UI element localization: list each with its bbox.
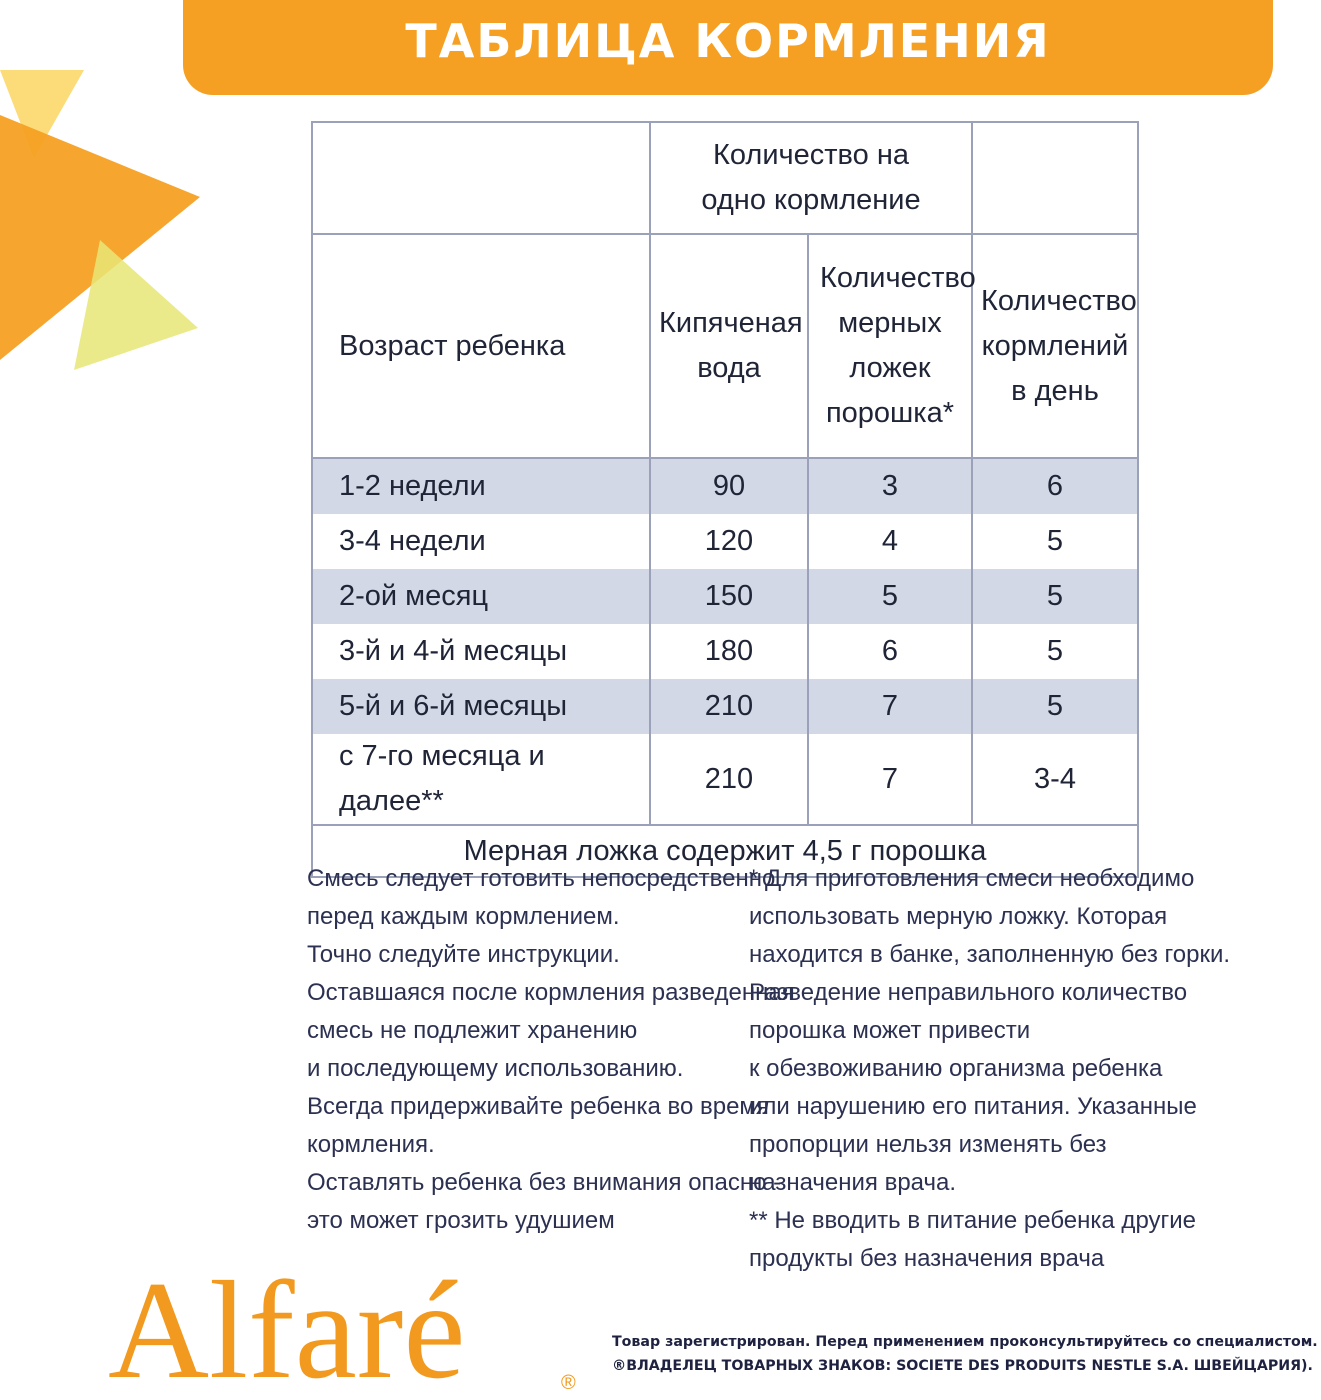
cell-age: 3-й и 4-й месяцы xyxy=(312,624,650,679)
cell-feeds: 5 xyxy=(972,624,1138,679)
cell-age: 1-2 недели xyxy=(312,458,650,514)
table-row xyxy=(312,624,1138,679)
note-line: и последующему использованию. xyxy=(307,1055,684,1082)
brand-logo xyxy=(108,1255,588,1395)
cell-spoons: 4 xyxy=(808,514,972,569)
note-line: Смесь следует готовить непосредственно xyxy=(307,865,776,892)
header-banner xyxy=(183,0,1273,95)
empty-header-cell xyxy=(312,122,650,234)
column-header-age: Возраст ребенка xyxy=(312,234,650,458)
cell-water: 150 xyxy=(650,569,808,624)
legal-text xyxy=(612,1330,1318,1378)
note-line: ** Не вводить в питание ребенка другие xyxy=(749,1207,1197,1234)
page-title: ТАБЛИЦА КОРМЛЕНИЯ xyxy=(405,14,1051,68)
note-line: продукты без назначения врача xyxy=(749,1245,1105,1272)
note-line: Разведение неправильного количество xyxy=(749,979,1188,1006)
cell-feeds: 5 xyxy=(972,679,1138,734)
note-line: пропорции нельзя изменять без xyxy=(749,1131,1107,1158)
cell-spoons: 6 xyxy=(808,624,972,679)
cell-age: 2-ой месяц xyxy=(312,569,650,624)
group-header-label: Количество на одно кормление xyxy=(701,139,921,216)
table-row xyxy=(312,679,1138,734)
cell-age: с 7-го месяца и далее** xyxy=(312,734,650,825)
column-header-spoons-label: Количество мерных ложек порошка* xyxy=(820,262,976,429)
note-line: кормления. xyxy=(307,1131,435,1158)
cell-feeds: 3-4 xyxy=(972,734,1138,825)
note-line: смесь не подлежит хранению xyxy=(307,1017,638,1044)
cell-spoons: 7 xyxy=(808,734,972,825)
decorative-triangles xyxy=(0,60,210,390)
note-line: назначения врача. xyxy=(749,1169,957,1196)
cell-water: 120 xyxy=(650,514,808,569)
note-line: Оставлять ребенка без внимания опасно - xyxy=(307,1169,782,1196)
cell-spoons: 3 xyxy=(808,458,972,514)
cell-spoons: 7 xyxy=(808,679,972,734)
column-header-feeds-label: Количество кормлений в день xyxy=(981,284,1137,407)
feeding-table xyxy=(311,121,1139,878)
table-row xyxy=(312,458,1138,514)
table-group-header-row xyxy=(312,122,1138,234)
note-line: к обезвоживанию организма ребенка xyxy=(749,1055,1163,1082)
column-header-water xyxy=(650,234,808,458)
note-line: порошка может привести xyxy=(749,1017,1031,1044)
empty-header-cell xyxy=(972,122,1138,234)
column-header-water-label: Кипяченая вода xyxy=(659,307,803,384)
cell-feeds: 6 xyxy=(972,458,1138,514)
note-line: * Для приготовления смеси необходимо xyxy=(749,865,1195,892)
group-header-cell xyxy=(650,122,972,234)
cell-water: 180 xyxy=(650,624,808,679)
note-line: Всегда придерживайте ребенка во время xyxy=(307,1093,769,1120)
cell-spoons: 5 xyxy=(808,569,972,624)
table-column-header-row xyxy=(312,234,1138,458)
table-footer-note: Мерная ложка содержит 4,5 г порошка xyxy=(312,825,1138,877)
cell-feeds: 5 xyxy=(972,569,1138,624)
legal-line: ®ВЛАДЕЛЕЦ ТОВАРНЫХ ЗНАКОВ: SOCIETE DES PRODUITS NESTLE S.A. ШВЕЙЦАРИЯ). xyxy=(612,1358,1313,1374)
note-line: использовать мерную ложку. Которая xyxy=(749,903,1168,930)
note-line: Оставшаяся после кормления разведенная xyxy=(307,979,795,1006)
registered-mark-icon: ® xyxy=(561,1372,576,1394)
table-row xyxy=(312,514,1138,569)
cell-age: 5-й и 6-й месяцы xyxy=(312,679,650,734)
cell-water: 210 xyxy=(650,679,808,734)
notes-left xyxy=(307,860,795,1240)
note-line: это может грозить удушием xyxy=(307,1207,615,1234)
table-row xyxy=(312,569,1138,624)
cell-water: 210 xyxy=(650,734,808,825)
note-line: или нарушению его питания. Указанные xyxy=(749,1093,1197,1120)
note-line: Точно следуйте инструкции. xyxy=(307,941,620,968)
brand-logo-graphic xyxy=(108,1255,588,1395)
brand-logo-text: Alfaré xyxy=(108,1255,466,1395)
note-line: перед каждым кормлением. xyxy=(307,903,620,930)
column-header-feeds xyxy=(972,234,1138,458)
cell-age: 3-4 недели xyxy=(312,514,650,569)
legal-line: Товар зарегистрирован. Перед применением проконсультируйтесь со специалистом. xyxy=(612,1334,1318,1350)
notes-right xyxy=(749,860,1230,1278)
note-line: находится в банке, заполненную без горки. xyxy=(749,941,1231,968)
column-header-spoons xyxy=(808,234,976,458)
table-row xyxy=(312,734,1138,825)
cell-feeds: 5 xyxy=(972,514,1138,569)
cell-water: 90 xyxy=(650,458,808,514)
